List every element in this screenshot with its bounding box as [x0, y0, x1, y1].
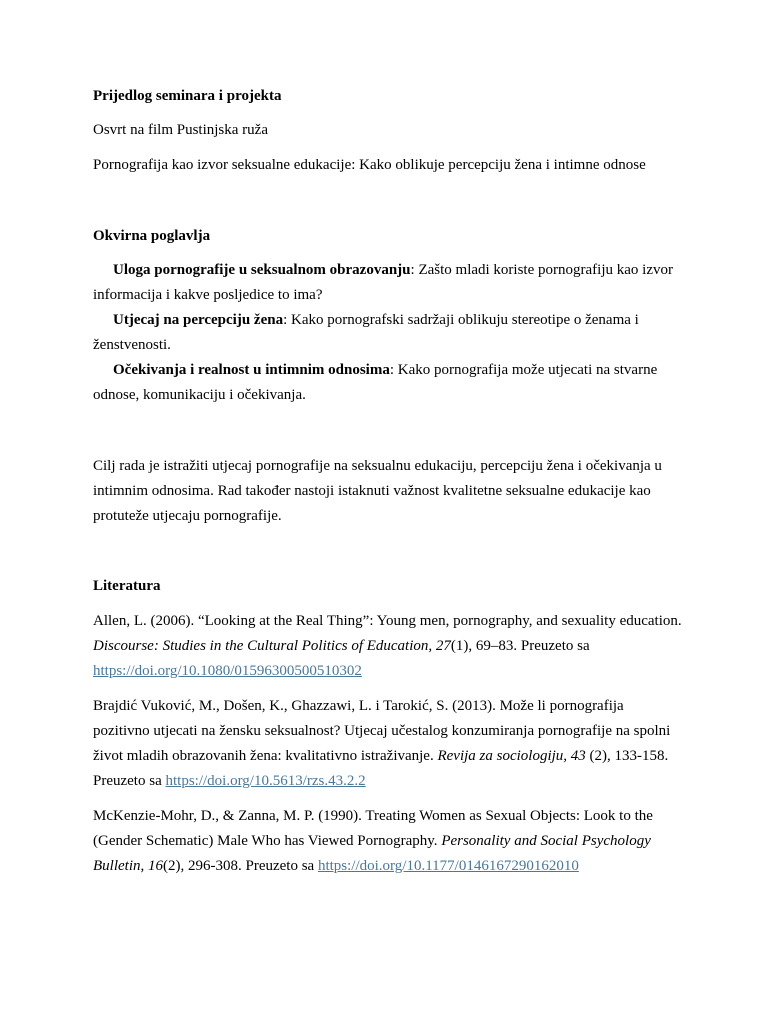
- chapter-text: : Zašto mladi koriste pornografiju kao izvor informacija i kakve posljedice to ima?: [93, 262, 673, 303]
- chapters-list: [93, 258, 683, 408]
- aim-paragraph: Cilj rada je istražiti utjecaj pornografije na seksualnu edukaciju, percepciju žena i očekivanja u intimnim odnosima. Rad također nastoji istaknuti važnost kvalitetne seksualne edukacije kao protuteže utjecaju pornografije.: [93, 458, 662, 524]
- chapter-title: Utjecaj na percepciju žena: [113, 312, 284, 328]
- reference-doi-link[interactable]: https://doi.org/10.1177/0146167290162010: [317, 858, 579, 874]
- topic-line: Pornografija kao izvor seksualne edukacije: Kako oblikuje percepciju žena i intimne odnose: [93, 157, 646, 173]
- reference-authors: Allen, L. (2006). “Looking at the Real Thing”: Young men, pornography, and sexuality education.: [93, 613, 682, 629]
- reference-doi-link[interactable]: https://doi.org/10.5613/rzs.43.2.2: [165, 773, 366, 789]
- chapter-item: [93, 258, 683, 308]
- chapter-item: [93, 308, 683, 358]
- reference-details: (2), 296-308. Preuzeto sa: [163, 858, 318, 874]
- reference-authors: McKenzie-Mohr, D., & Zanna, M. P. (1990). Treating Women as Sexual Objects: Look to the (Gender Schematic) Male Who has Viewed Pornography.: [93, 808, 653, 849]
- chapter-text: : Kako pornografija može utjecati na stvarne odnose, komunikaciju i očekivanja.: [93, 362, 658, 403]
- chapter-text: : Kako pornografski sadržaji oblikuju stereotipe o ženama i ženstvenosti.: [93, 312, 639, 353]
- document-title: Prijedlog seminara i projekta: [93, 88, 282, 104]
- chapter-item: [93, 358, 683, 408]
- reference-item: [93, 804, 683, 879]
- chapters-heading: Okvirna poglavlja: [93, 228, 211, 244]
- reference-details: (2), 133-158. Preuzeto sa: [93, 748, 669, 789]
- reference-authors: Brajdić Vuković, M., Došen, K., Ghazzawi, L. i Tarokić, S. (2013). Može li pornografija pozitivno utjecati na žensku seksualnost? Utjecaj učestalog konzumiranja pornografije na spolni život mladih obrazovanih žena: kvalitativno istraživanje.: [93, 698, 671, 764]
- reference-item: [93, 694, 683, 794]
- reference-details: (1), 69–83. Preuzeto sa: [450, 638, 590, 654]
- literature-heading: Literatura: [93, 578, 161, 594]
- film-review-line: Osvrt na film Pustinjska ruža: [93, 122, 268, 138]
- reference-doi-link[interactable]: https://doi.org/10.1080/01596300500510302: [93, 663, 362, 679]
- reference-journal: Personality and Social Psychology Bulletin, 16: [93, 833, 651, 874]
- chapter-title: Uloga pornografije u seksualnom obrazovanju: [113, 262, 411, 278]
- reference-journal: Revija za sociologiju, 43: [437, 748, 586, 764]
- reference-journal: Discourse: Studies in the Cultural Politics of Education, 27: [93, 638, 451, 654]
- reference-item: [93, 609, 683, 684]
- chapter-title: Očekivanja i realnost u intimnim odnosima: [113, 362, 390, 378]
